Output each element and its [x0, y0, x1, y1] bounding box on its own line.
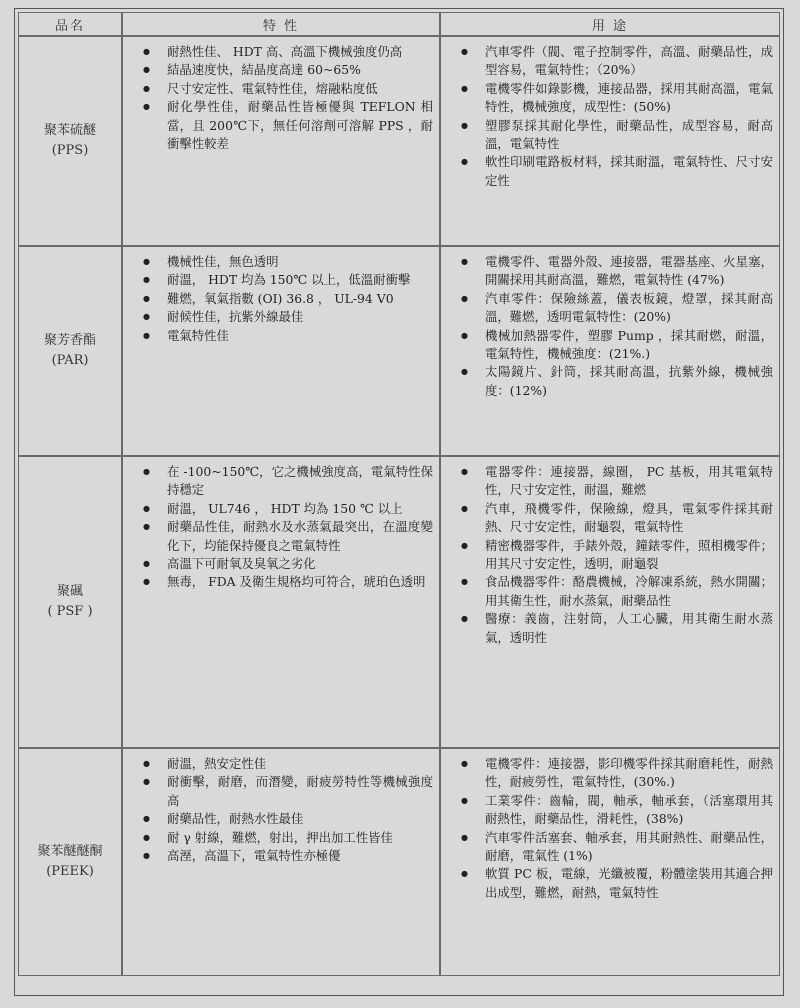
material-abbr: ( PSF ): [47, 604, 93, 619]
list-item: ● 電器零件：連接器，線圈， PC 基板，用其電氣特性，尺寸安定性，耐溫，難燃: [457, 463, 773, 500]
material-name-cell: [18, 456, 122, 748]
header-name: 品名: [18, 12, 122, 36]
material-abbr: (PEEK): [46, 864, 94, 879]
uses-list: [441, 37, 779, 196]
list-item: ● 精密機器零件，手錶外殼，鐘錶零件，照相機零件；用其尺寸安定性，透明，耐龜裂: [457, 537, 773, 574]
properties-list: [123, 457, 439, 598]
uses-cell: [440, 246, 780, 456]
material-name: 聚芳香酯: [43, 333, 96, 348]
table-row: [18, 36, 780, 246]
list-item: ● 電機零件、電器外殼、連接器，電器基座、火星塞，開關採用其耐高溫，難燃，電氣特性 (47%): [457, 253, 773, 290]
material-name-cell: [18, 246, 122, 456]
properties-cell: [122, 748, 440, 976]
list-item: ● 耐衝擊，耐磨，而潛變，耐疲勞特性等機械強度高: [139, 773, 433, 810]
list-item: ● 耐藥品性佳，耐熱水及水蒸氣最突出，在溫度變化下，均能保持優良之電氣特性: [139, 518, 433, 555]
list-item: ● 汽車，飛機零件，保險線，燈具，電氣零件採其耐熱、尺寸安定性，耐龜裂，電氣特性: [457, 500, 773, 537]
list-item: ● 汽車零件活塞套、軸承套，用其耐熱性、耐藥品性，耐磨，電氣性 (1%): [457, 829, 773, 866]
properties-cell: [122, 456, 440, 748]
list-item: ● 耐溫， UL746 ， HDT 均為 150 ℃ 以上: [139, 500, 433, 518]
list-item: ● 汽車零件：保險絲蓋，儀表板鏡，燈罩，採其耐高溫，難燃，透明電氣特性：(20%): [457, 290, 773, 327]
list-item: ● 高溼，高溫下，電氣特性亦極優: [139, 847, 433, 865]
properties-cell: [122, 246, 440, 456]
list-item: ● 在 -100~150℃，它之機械強度高，電氣特性保持穩定: [139, 463, 433, 500]
list-item: ● 耐 γ 射線，難燃，射出，押出加工性皆佳: [139, 829, 433, 847]
list-item: ● 耐溫，熱安定性佳: [139, 755, 433, 773]
uses-list: [441, 457, 779, 653]
list-item: ● 工業零件：齒輪，閥，軸承，軸承套，（活塞環用其耐熱性，耐藥品性，滑耗性，(38%): [457, 792, 773, 829]
list-item: ● 尺寸安定性、電氣特性佳，熔融粘度低: [139, 80, 433, 98]
material-abbr: (PAR): [51, 353, 89, 368]
list-item: ● 高溫下可耐氧及臭氧之劣化: [139, 555, 433, 573]
properties-list: [123, 37, 439, 159]
uses-list: [441, 749, 779, 908]
table-row: [18, 246, 780, 456]
list-item: ● 食品機器零件：酪農機械，冷解凍系統，熱水開關；用其衛生性，耐水蒸氣，耐藥品性: [457, 573, 773, 610]
list-item: ● 醫療：義齒，注射筒，人工心臟，用其衛生耐水蒸氣，透明性: [457, 610, 773, 647]
list-item: ● 軟性印刷電路板材料，採其耐溫，電氣特性、尺寸安定性: [457, 153, 773, 190]
header-uses: 用 途: [440, 12, 780, 36]
list-item: ● 耐溫， HDT 均為 150℃ 以上，低溫耐衝擊: [139, 271, 433, 289]
uses-list: [441, 247, 779, 406]
list-item: ● 耐熱性佳、 HDT 高、高溫下機械強度仍高: [139, 43, 433, 61]
list-item: ● 機械加熱器零件，塑膠 Pump ，採其耐燃，耐溫，電氣特性，機械強度：(21%.): [457, 327, 773, 364]
list-item: ● 機械性佳，無色透明: [139, 253, 433, 271]
list-item: ● 結晶速度快，結晶度高達 60~65%: [139, 61, 433, 79]
uses-cell: [440, 36, 780, 246]
material-name: 聚碸: [56, 584, 83, 599]
material-name: 聚苯醚醚酮: [37, 844, 103, 859]
list-item: ● 耐化學性佳，耐藥品性皆極優與 TEFLON 相當，且 200℃下，無任何溶劑可溶解 PPS ，耐衝擊性較差: [139, 98, 433, 153]
list-item: ● 電機零件：連接器，影印機零件採其耐磨耗性，耐熱性，耐疲勞性，電氣特性，(30%.): [457, 755, 773, 792]
list-item: ● 塑膠泵採其耐化學性，耐藥品性，成型容易，耐高溫，電氣特性: [457, 117, 773, 154]
properties-cell: [122, 36, 440, 246]
list-item: ● 難燃，氧氣指數 (OI) 36.8 ， UL-94 V0: [139, 290, 433, 308]
properties-list: [123, 749, 439, 871]
material-abbr: (PPS): [51, 143, 89, 158]
header-properties: 特 性: [122, 12, 440, 36]
list-item: ● 電機零件如錄影機，連接品器，採用其耐高溫，電氣特性，機械強度，成型性：(50%): [457, 80, 773, 117]
list-item: ● 軟質 PC 板，電線，光纖被覆，粉體塗裝用其適合押出成型，難燃，耐熱，電氣特性: [457, 865, 773, 902]
list-item: ● 汽車零件（閥、電子控制零件，高溫、耐藥品性，成型容易，電氣特性；（20%）: [457, 43, 773, 80]
properties-list: [123, 247, 439, 351]
uses-cell: [440, 456, 780, 748]
table-row: [18, 456, 780, 748]
material-name: 聚苯硫醚: [43, 123, 96, 138]
list-item: ● 太陽鏡片、針筒，採其耐高溫，抗紫外線，機械強度：(12%): [457, 363, 773, 400]
materials-table: [18, 12, 780, 976]
list-item: ● 耐候性佳，抗紫外線最佳: [139, 308, 433, 326]
header-row: [18, 12, 780, 36]
list-item: ● 耐藥品性，耐熱水性最佳: [139, 810, 433, 828]
list-item: ● 無毒， FDA 及衛生規格均可符合，琥珀色透明: [139, 573, 433, 591]
uses-cell: [440, 748, 780, 976]
table-row: [18, 748, 780, 976]
material-name-cell: [18, 748, 122, 976]
material-name-cell: [18, 36, 122, 246]
list-item: ● 電氣特性佳: [139, 327, 433, 345]
